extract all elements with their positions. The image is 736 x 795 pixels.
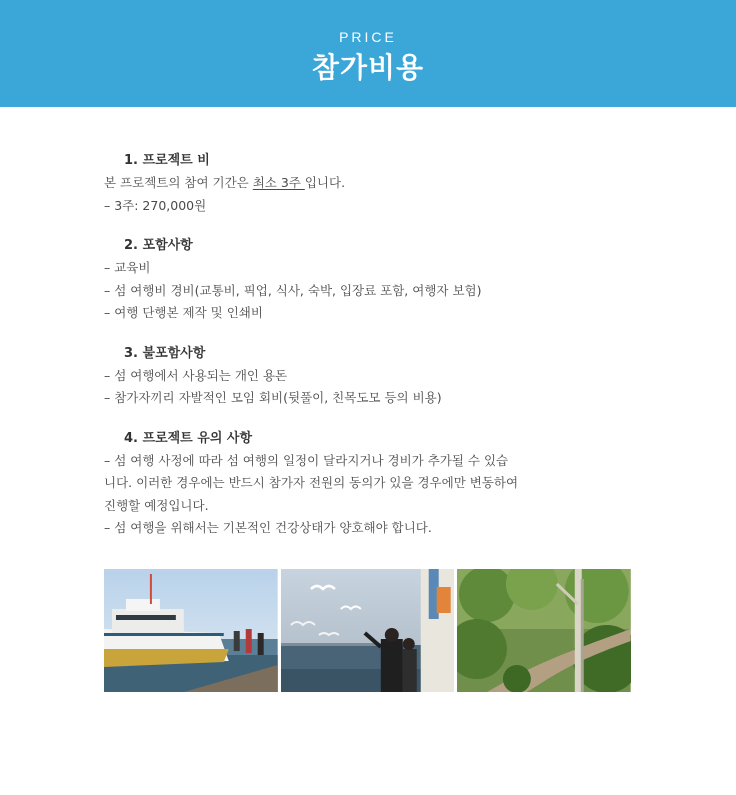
list-item: – 섬 여행 사정에 따라 섬 여행의 일정이 달라지거나 경비가 추가될 수 있습 bbox=[104, 452, 509, 468]
period-highlight: 최소 3주 bbox=[252, 175, 305, 190]
ferry-boat-photo bbox=[104, 569, 278, 692]
photo-strip bbox=[104, 569, 631, 692]
section-project-fee bbox=[104, 150, 624, 217]
list-item: – 참가자끼리 자발적인 모임 회비(뒷풀이, 친목도모 등의 비용) bbox=[104, 390, 442, 405]
period-suffix: 입니다. bbox=[304, 175, 346, 190]
price-header bbox=[0, 0, 736, 107]
section-not-included bbox=[104, 343, 624, 410]
participation-period-text bbox=[104, 172, 624, 195]
section-title: 3. 불포함사항 bbox=[124, 345, 206, 361]
list-item: – 섬 여행에서 사용되는 개인 용돈 bbox=[104, 367, 288, 383]
list-item: – 3주: 270,000원 bbox=[104, 197, 207, 213]
section-notes bbox=[104, 428, 624, 540]
page-title: 참가비용 bbox=[311, 51, 425, 84]
seagulls-ship-deck-photo bbox=[281, 569, 455, 692]
list-item: 니다. 이러한 경우에는 반드시 참가자 전원의 동의가 있을 경우에만 변동하여 bbox=[104, 475, 519, 490]
section-title: 2. 포함사항 bbox=[124, 238, 193, 253]
list-item: – 여행 단행본 제작 및 인쇄비 bbox=[104, 305, 263, 320]
list-item: – 섬 여행비 경비(교통비, 픽업, 식사, 숙박, 입장료 포함, 여행자 보험) bbox=[104, 282, 482, 298]
price-content bbox=[104, 150, 624, 558]
forest-trail-photo bbox=[457, 569, 631, 692]
section-included bbox=[104, 235, 624, 325]
header-eyebrow: PRICE bbox=[339, 29, 397, 45]
list-item: – 교육비 bbox=[104, 260, 151, 275]
list-item: 진행할 예정입니다. bbox=[104, 497, 209, 513]
section-title: 1. 프로젝트 비 bbox=[124, 153, 210, 168]
list-item: – 섬 여행을 위해서는 기본적인 건강상태가 양호해야 합니다. bbox=[104, 520, 432, 535]
period-prefix: 본 프로젝트의 참여 기간은 bbox=[104, 175, 253, 190]
section-title: 4. 프로젝트 유의 사항 bbox=[124, 430, 253, 446]
